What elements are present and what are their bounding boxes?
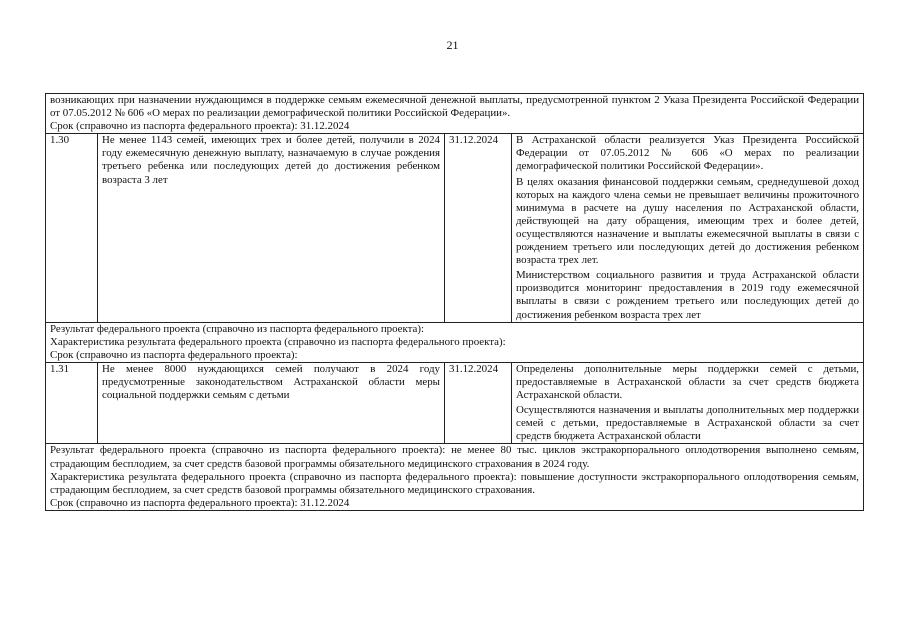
top-section-text: возникающих при назначении нуждающимся в поддержке семьям ежемесячной денежной выплаты, предусмотренной пунктом 2 Указа Президента Российской Федерации от 07.05.2012 № 606 «О мерах по реализации демографической политики Российской Федерации». bbox=[50, 94, 860, 120]
top-section-cell bbox=[46, 94, 864, 134]
top-section-deadline: Срок (справочно из паспорта федерального проекта): 31.12.2024 bbox=[50, 120, 350, 133]
bottom-section-characteristic: Характеристика результата федерального проекта (справочно из паспорта федерального проекта): повышение доступности экстракорпорального оплодотворения семьям, страдающим бесплодием, за счет средств базовой программы обязательного медицинского страхования. bbox=[50, 470, 860, 496]
row-number: 1.30 bbox=[46, 134, 98, 322]
bottom-section-deadline: Срок (справочно из паспорта федерального проекта): 31.12.2024 bbox=[50, 496, 350, 509]
row-paragraphs bbox=[512, 362, 864, 444]
row-paragraph: В целях оказания финансовой поддержки семьям, среднедушевой доход которых на каждого члена семьи не превышает величины прожиточного минимума в расчете на душу населения по Астраханской области, действующей на дату обращения, имеющим трех и более детей, осуществляются назначение и выплаты ежемесячной выплаты в связи с рождением третьего или последующих детей до достижения ребенком возраста трех лет. bbox=[516, 175, 860, 267]
row-paragraph: Осуществляются назначения и выплаты дополнительных мер поддержки семей с детьми, предоставляемые в Астраханской области за счет средств бюджета Астраханской области bbox=[516, 404, 860, 443]
bottom-section-row bbox=[46, 444, 864, 510]
page-number: 21 bbox=[446, 38, 459, 52]
middle-section-cell bbox=[46, 322, 864, 362]
middle-section-deadline: Срок (справочно из паспорта федерального проекта): bbox=[50, 348, 298, 361]
top-section-row bbox=[46, 94, 864, 134]
middle-section-characteristic: Характеристика результата федерального проекта (справочно из паспорта федерального проекта): bbox=[50, 335, 506, 348]
middle-section-result: Результат федерального проекта (справочно из паспорта федерального проекта): bbox=[50, 322, 425, 335]
row-paragraphs bbox=[512, 134, 864, 322]
row-paragraph: Определены дополнительные меры поддержки семей с детьми, предоставляемые в Астраханской области за счет средств бюджета Астраханской области. bbox=[516, 362, 860, 402]
bottom-section-result: Результат федерального проекта (справочно из паспорта федерального проекта): не менее 80 тыс. циклов экстракорпорального оплодотворения выполнено семьям, страдающим бесплодием, за счет средств базовой программы обязательного медицинского страхования в 2024 году. bbox=[50, 444, 860, 470]
table-row bbox=[46, 134, 864, 322]
bottom-section-cell bbox=[46, 444, 864, 510]
row-description: Не менее 8000 нуждающихся семей получают в 2024 году предусмотренные законодательством Астраханской области меры социальной поддержки семьям с детьми bbox=[98, 362, 445, 444]
row-number: 1.31 bbox=[46, 362, 98, 444]
table-row bbox=[46, 362, 864, 444]
row-paragraph: Министерством социального развития и труда Астраханской области производится мониторинг предоставления в 2019 году ежемесячной выплаты в связи с рождением третьего или последующих детей до достижения ребенком возраста трех лет bbox=[516, 269, 860, 321]
row-paragraph: В Астраханской области реализуется Указ Президента Российской Федерации от 07.05.2012 № 606 «О мерах по реализации демографической политики Российской Федерации». bbox=[516, 134, 860, 173]
measures-table bbox=[45, 93, 864, 511]
row-date: 31.12.2024 bbox=[445, 362, 512, 444]
row-description: Не менее 1143 семей, имеющих трех и более детей, получили в 2024 году ежемесячную денежную выплату, назначаемую в случае рождения третьего ребенка или последующих детей до достижения ребенком возраста 3 лет bbox=[98, 134, 445, 322]
row-date: 31.12.2024 bbox=[445, 134, 512, 322]
middle-section-row bbox=[46, 322, 864, 362]
